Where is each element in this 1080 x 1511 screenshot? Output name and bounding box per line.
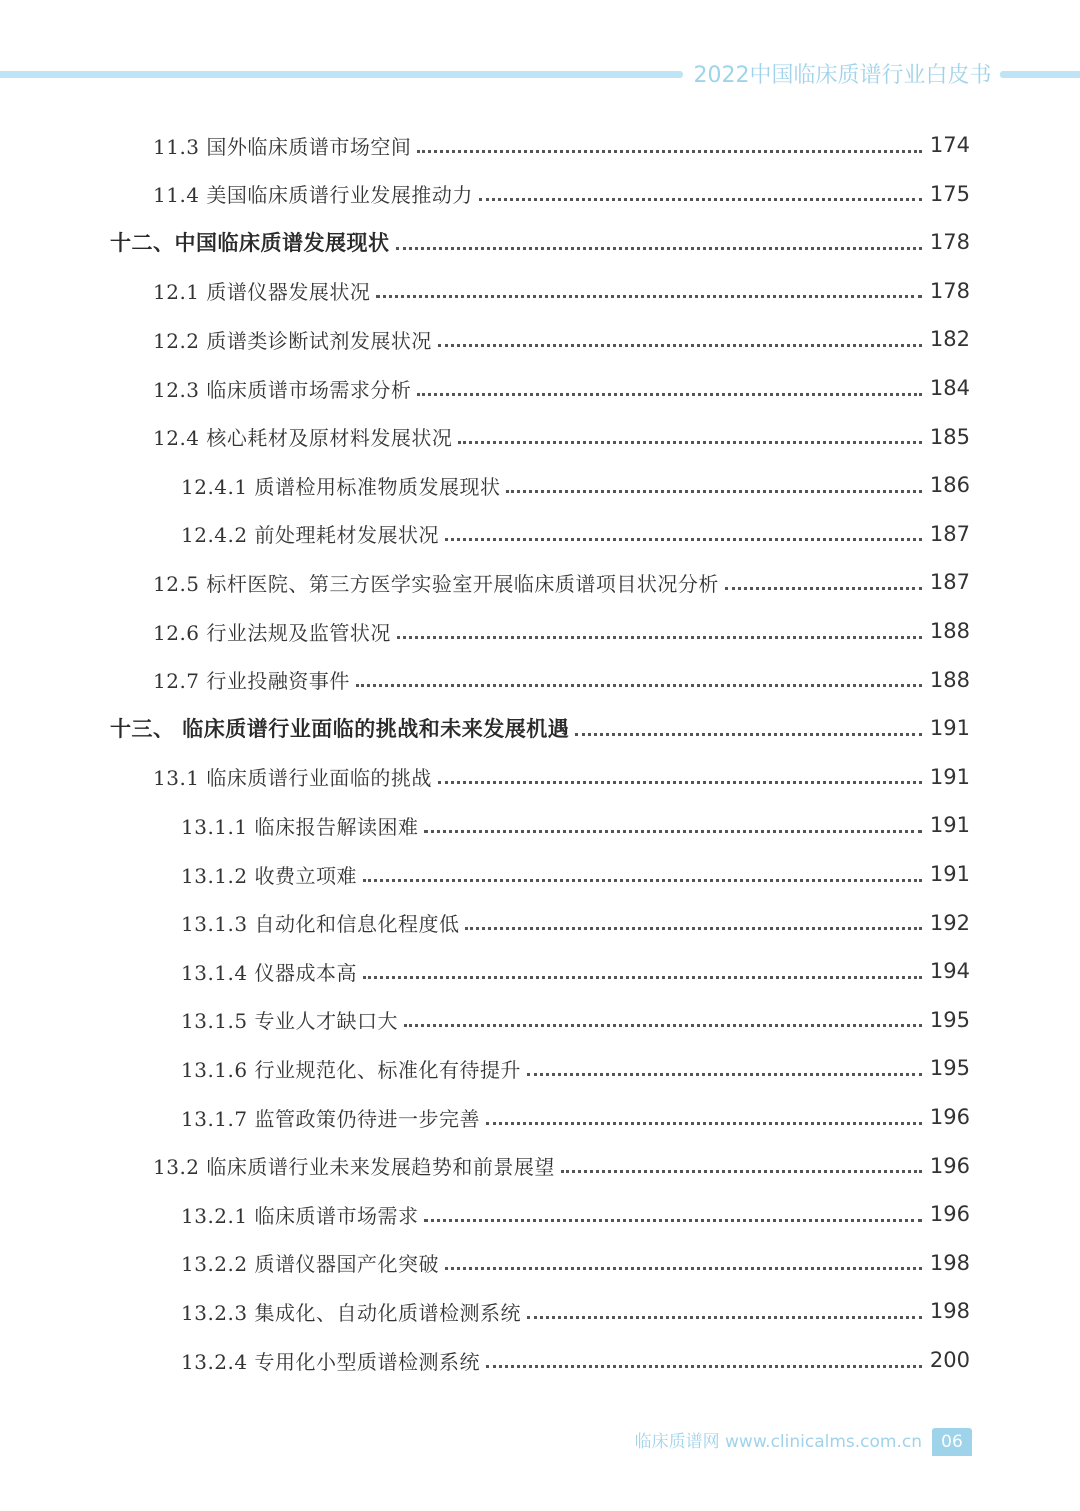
toc-chapter-entry[interactable] (110, 218, 970, 266)
toc-entry-page-number: 174 (929, 133, 970, 157)
toc-entry-title: 13.1 临床质谱行业面临的挑战 (153, 766, 432, 791)
header-rule-right (1000, 71, 1080, 78)
toc-entry[interactable] (181, 1190, 970, 1238)
toc-entry-page-number: 178 (929, 278, 970, 303)
toc-entry-page-number: 200 (929, 1348, 970, 1372)
toc-entry-page-number: 192 (929, 910, 970, 935)
dot-leader (404, 1024, 922, 1027)
toc-entry[interactable] (153, 607, 970, 655)
toc-entry-page-number: 191 (929, 764, 970, 789)
toc-entry-title: 11.4 美国临床质谱行业发展推动力 (153, 183, 473, 208)
dot-leader (465, 927, 921, 930)
toc-entry-title: 13.1.7 监管政策仍待进一步完善 (181, 1106, 480, 1131)
toc-entry-page-number: 195 (929, 1007, 970, 1032)
toc-entry-page-number: 196 (929, 1153, 970, 1178)
toc-entry-page-number: 191 (929, 716, 970, 741)
toc-entry-title: 12.1 质谱仪器发展状况 (153, 280, 371, 305)
dot-leader (417, 150, 922, 153)
dot-leader (445, 538, 922, 541)
toc-entry-title: 12.6 行业法规及监管状况 (153, 620, 391, 645)
toc-entry-title: 13.2.3 集成化、自动化质谱检测系统 (181, 1300, 521, 1325)
toc-entry[interactable] (153, 1142, 970, 1190)
toc-entry-title: 12.3 临床质谱市场需求分析 (153, 377, 412, 402)
toc-entry[interactable] (153, 753, 970, 801)
toc-entry-page-number: 188 (929, 667, 970, 692)
toc-entry-page-number: 191 (929, 862, 970, 886)
toc-entry[interactable] (181, 1239, 970, 1287)
toc-entry-title: 13.2 临床质谱行业未来发展趋势和前景展望 (153, 1155, 555, 1180)
toc-entry-title: 12.4.2 前处理耗材发展状况 (181, 523, 439, 548)
toc-entry[interactable] (181, 1287, 970, 1335)
toc-entry-title: 13.1.3 自动化和信息化程度低 (181, 912, 460, 937)
toc-entry[interactable] (153, 558, 970, 606)
dot-leader (575, 733, 922, 736)
toc-entry-title: 12.2 质谱类诊断试剂发展状况 (153, 328, 432, 353)
header-rule-left (0, 71, 683, 78)
toc-entry-title: 十三、 临床质谱行业面临的挑战和未来发展机遇 (110, 717, 570, 742)
toc-entry[interactable] (181, 996, 970, 1044)
toc-entry-page-number: 196 (929, 1105, 970, 1129)
toc-entry[interactable] (181, 461, 970, 509)
toc-entry[interactable] (181, 899, 970, 947)
dot-leader (486, 1122, 922, 1125)
dot-leader (356, 684, 922, 687)
toc-entry[interactable] (181, 1093, 970, 1141)
dot-leader (363, 879, 922, 882)
toc-entry-title: 13.1.2 收费立项难 (181, 863, 357, 888)
toc-entry-title: 12.7 行业投融资事件 (153, 669, 350, 694)
document-title: 2022中国临床质谱行业白皮书 (693, 63, 992, 88)
toc-entry[interactable] (181, 1336, 970, 1384)
dot-leader (445, 1267, 922, 1270)
toc-entry-title: 11.3 国外临床质谱市场空间 (153, 134, 412, 159)
dot-leader (486, 1365, 922, 1368)
toc-entry-title: 13.2.1 临床质谱市场需求 (181, 1203, 419, 1228)
toc-entry-page-number: 195 (929, 1056, 970, 1081)
toc-entry-page-number: 198 (929, 1250, 970, 1275)
page-number-badge: 06 (932, 1428, 972, 1456)
toc-entry[interactable] (153, 267, 970, 315)
toc-entry-page-number: 178 (929, 230, 970, 255)
dot-leader (424, 830, 921, 833)
toc-entry-title: 十二、中国临床质谱发展现状 (110, 231, 390, 256)
toc-entry-title: 12.4.1 质谱检用标准物质发展现状 (181, 474, 501, 499)
toc-entry-title: 13.2.4 专用化小型质谱检测系统 (181, 1349, 480, 1374)
toc-entry-title: 13.1.6 行业规范化、标准化有待提升 (181, 1057, 521, 1082)
dot-leader (424, 1219, 921, 1222)
footer-website[interactable]: 临床质谱网 www.clinicalms.com.cn (634, 1432, 922, 1452)
dot-leader (458, 441, 922, 444)
toc-entry-title: 13.1.4 仪器成本高 (181, 960, 357, 985)
dot-leader (397, 636, 922, 639)
toc-entry-title: 13.2.2 质谱仪器国产化突破 (181, 1252, 439, 1277)
dot-leader (527, 1316, 922, 1319)
toc-entry[interactable] (153, 121, 970, 169)
toc-entry[interactable] (181, 1044, 970, 1092)
toc-entry-page-number: 182 (929, 327, 970, 352)
dot-leader (396, 247, 922, 250)
dot-leader (479, 198, 922, 201)
toc-entry-page-number: 196 (929, 1202, 970, 1227)
toc-entry-page-number: 175 (929, 181, 970, 206)
toc-chapter-entry[interactable] (110, 704, 970, 752)
toc-entry[interactable] (153, 364, 970, 412)
dot-leader (527, 1073, 922, 1076)
toc-entry-title: 13.1.1 临床报告解读困难 (181, 814, 419, 839)
toc-entry-page-number: 198 (929, 1299, 970, 1324)
dot-leader (725, 587, 922, 590)
dot-leader (438, 781, 922, 784)
toc-entry[interactable] (153, 170, 970, 218)
dot-leader (438, 344, 922, 347)
toc-entry-page-number: 188 (929, 619, 970, 643)
dot-leader (561, 1170, 922, 1173)
dot-leader (363, 976, 922, 979)
toc-entry-title: 12.4 核心耗材及原材料发展状况 (153, 426, 453, 451)
toc-entry-title: 13.1.5 专业人才缺口大 (181, 1009, 398, 1034)
dot-leader (506, 490, 921, 493)
toc-entry-page-number: 185 (929, 424, 970, 449)
dot-leader (417, 393, 922, 396)
toc-entry[interactable] (181, 850, 970, 898)
toc-entry-page-number: 187 (929, 521, 970, 546)
toc-entry-page-number: 187 (929, 570, 970, 595)
toc-entry-page-number: 194 (929, 959, 970, 984)
toc-entry-title: 12.5 标杆医院、第三方医学实验室开展临床质谱项目状况分析 (153, 571, 719, 596)
dot-leader (376, 295, 922, 298)
toc-entry[interactable] (153, 656, 970, 704)
toc-entry-page-number: 186 (929, 473, 970, 498)
toc-entry[interactable] (181, 947, 970, 995)
toc-entry-page-number: 191 (929, 813, 970, 838)
toc-entry[interactable] (181, 801, 970, 849)
toc-entry[interactable] (181, 510, 970, 558)
toc-entry[interactable] (153, 413, 970, 461)
toc-entry-page-number: 184 (929, 376, 970, 400)
toc-entry[interactable] (153, 315, 970, 363)
